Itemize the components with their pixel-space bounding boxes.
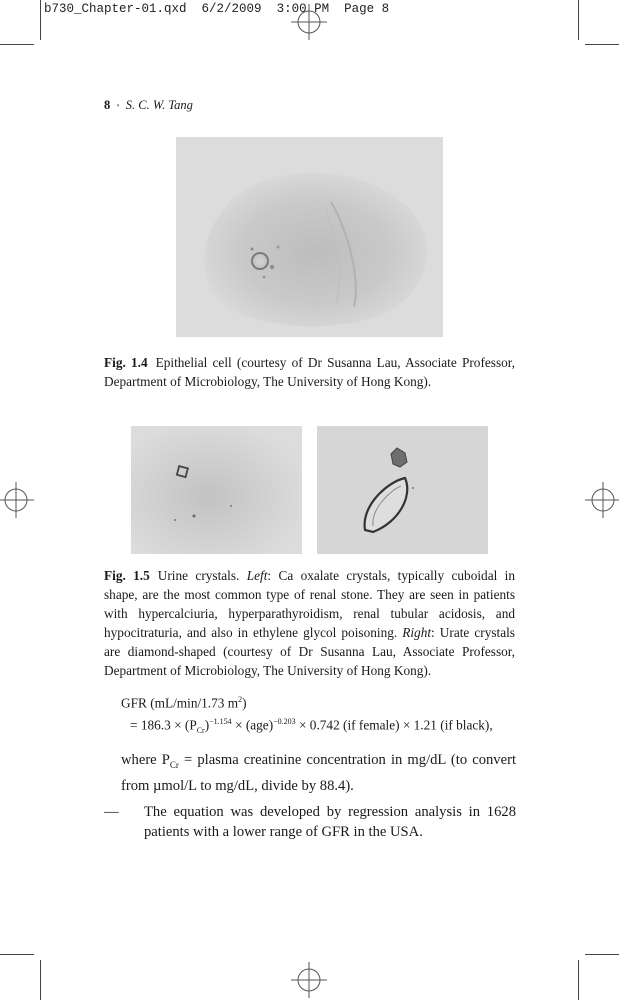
crop-mark-top-right-vertical bbox=[578, 0, 579, 40]
where-text-b: = plasma creatinine concentration in mg/dL (to convert from µmol/L to mg/dL, divide by 88.4). bbox=[121, 752, 516, 794]
crop-mark-bottom-left-horizontal bbox=[0, 954, 34, 955]
list-dash: — bbox=[104, 804, 119, 820]
running-head-separator: • bbox=[116, 101, 120, 112]
page-number: 8 bbox=[104, 98, 111, 112]
crop-mark-top-left-vertical bbox=[40, 0, 41, 40]
list-item-text: The equation was developed by regression analysis in 1628 patients with a lower range of GFR in the USA. bbox=[144, 804, 516, 840]
formula-lhs-sup: 2 bbox=[238, 695, 243, 704]
fig-1-5-label: Fig. 1.5 bbox=[104, 568, 150, 583]
formula-eq-c: × (age) bbox=[231, 717, 274, 733]
registration-mark-bottom-icon bbox=[291, 962, 327, 998]
gfr-formula-rhs bbox=[130, 713, 493, 740]
slug-line bbox=[44, 2, 389, 16]
registration-mark-top-icon bbox=[291, 4, 327, 40]
formula-eq-d: × 0.742 (if female) × 1.21 (if black), bbox=[295, 717, 493, 733]
running-head bbox=[104, 98, 193, 113]
fig-1-5-caption-start: Urine crystals. bbox=[157, 568, 240, 583]
formula-lhs-text: GFR (mL/min/1.73 m bbox=[121, 695, 239, 711]
slug-time: 3:00 PM bbox=[276, 2, 330, 16]
fig-1-4-label: Fig. 1.4 bbox=[104, 355, 148, 370]
fig-1-4-caption bbox=[104, 353, 515, 391]
slug-page: Page 8 bbox=[344, 2, 390, 16]
list-item bbox=[104, 802, 516, 842]
registration-mark-right-icon bbox=[585, 482, 619, 518]
formula-exp-2: −0.203 bbox=[273, 717, 296, 726]
where-text-a: where P bbox=[121, 752, 170, 768]
formula-eq-b: ) bbox=[204, 717, 210, 733]
crop-mark-bottom-right-vertical bbox=[578, 960, 579, 1000]
fig-1-5-right-text: : Urate crystals are diamond-shaped (courtesy of Dr Susanna Lau, Associate Professor, Department of Microbiology, The University of Hong Kong). bbox=[104, 625, 515, 678]
slug-date: 6/2/2009 bbox=[201, 2, 262, 16]
epithelial-cell-photo bbox=[176, 137, 443, 337]
formula-eq-sub: Cr bbox=[196, 726, 205, 736]
crop-mark-bottom-right-horizontal bbox=[585, 954, 619, 955]
fig-1-5-caption bbox=[104, 566, 515, 680]
fig-1-5-left-label: Left bbox=[246, 568, 268, 583]
fig-1-4-caption-text: Epithelial cell (courtesy of Dr Susanna Lau, Associate Professor, Department of Microbiology, The University of Hong Kong). bbox=[104, 355, 515, 389]
running-head-author: S. C. W. Tang bbox=[125, 98, 193, 112]
formula-eq-a: = 186.3 × (P bbox=[130, 717, 197, 733]
crop-mark-bottom-left-vertical bbox=[40, 960, 41, 1000]
ca-oxalate-crystals-photo bbox=[131, 426, 302, 554]
registration-mark-left-icon bbox=[0, 482, 34, 518]
formula-exp-1: −1.154 bbox=[209, 717, 232, 726]
gfr-formula-lhs bbox=[121, 691, 247, 712]
where-sub: Cr bbox=[169, 759, 179, 770]
urate-crystals-photo bbox=[317, 426, 488, 554]
crop-mark-top-left-horizontal bbox=[0, 44, 34, 45]
fig-1-5-left-text: : Ca oxalate crystals, typically cuboidal in shape, are the most common type of renal stone. They are seen in patients with hypercalciuria, hyperparathyroidism, renal tubular acidosis, and hypocitraturia, and also in ethylene glycol poisoning. bbox=[104, 568, 515, 640]
fig-1-5-right-label: Right bbox=[402, 625, 432, 640]
where-paragraph bbox=[121, 750, 516, 797]
crop-mark-top-right-horizontal bbox=[585, 44, 619, 45]
formula-lhs-close: ) bbox=[242, 695, 247, 711]
slug-filename: b730_Chapter-01.qxd bbox=[44, 2, 187, 16]
